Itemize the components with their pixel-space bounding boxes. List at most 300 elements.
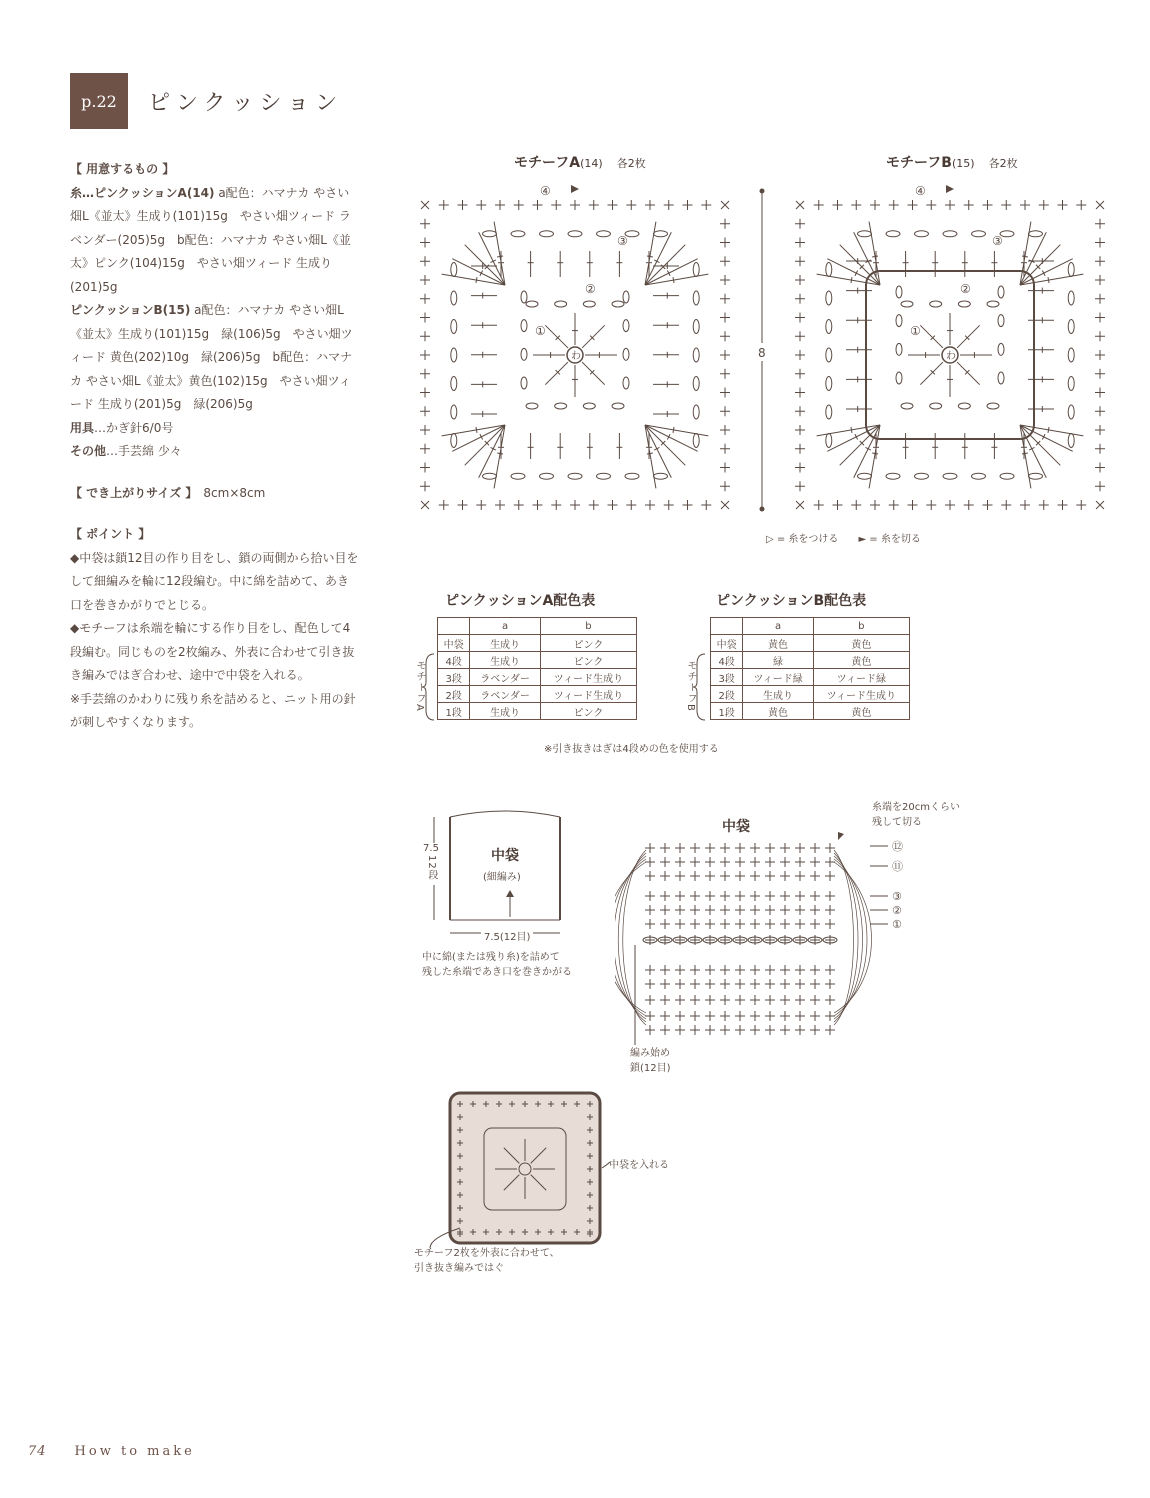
table-cell: ツィード緑 bbox=[743, 669, 813, 686]
sc-stitch bbox=[1095, 313, 1105, 323]
sc-stitch bbox=[795, 905, 805, 915]
chain-stitch bbox=[521, 320, 527, 332]
chain-stitch bbox=[886, 473, 900, 479]
sc-stitch bbox=[795, 1011, 805, 1021]
dc-bar bbox=[476, 277, 477, 283]
sc-stitch bbox=[1095, 369, 1105, 379]
sc-stitch bbox=[735, 965, 745, 975]
chain-stitch bbox=[958, 403, 970, 409]
chain-stitch bbox=[896, 343, 902, 355]
sc-stitch bbox=[476, 500, 486, 510]
table-header-cell: a bbox=[743, 618, 813, 635]
chain-stitch bbox=[901, 301, 913, 307]
sc-stitch bbox=[645, 919, 655, 929]
sc-stitch bbox=[705, 1025, 715, 1035]
sc-stitch bbox=[780, 965, 790, 975]
footer-label: How to make bbox=[74, 1444, 195, 1459]
table-row bbox=[438, 703, 637, 720]
sc-stitch bbox=[810, 919, 820, 929]
round-number: ③ bbox=[617, 234, 628, 248]
sc-stitch bbox=[551, 500, 561, 510]
table-cell: 中袋 bbox=[438, 635, 470, 652]
chain-stitch bbox=[1029, 231, 1043, 237]
chain-stitch bbox=[451, 434, 457, 448]
corner-stitch bbox=[796, 501, 804, 509]
sc-stitch bbox=[1020, 500, 1030, 510]
sc-stitch bbox=[750, 919, 760, 929]
chain-stitch bbox=[1068, 405, 1074, 419]
chain-stitch bbox=[654, 473, 668, 479]
sc-stitch bbox=[720, 1011, 730, 1021]
table-a-side-label: モチーフA bbox=[414, 660, 425, 712]
sc-stitch bbox=[735, 1025, 745, 1035]
sc-stitch bbox=[675, 965, 685, 975]
sc-stitch bbox=[833, 200, 843, 210]
table-cell: 2段 bbox=[711, 686, 743, 703]
dc-stitch bbox=[582, 362, 605, 385]
sc-stitch bbox=[705, 1011, 715, 1021]
sc-stitch bbox=[750, 905, 760, 915]
sc-stitch bbox=[626, 200, 636, 210]
chain-stitch bbox=[483, 231, 497, 237]
dc-stitch bbox=[645, 425, 698, 451]
sc-stitch bbox=[1039, 500, 1049, 510]
symbol-legend bbox=[766, 530, 921, 545]
sc-stitch bbox=[795, 1025, 805, 1035]
sc-stitch bbox=[690, 871, 700, 881]
materials-column bbox=[70, 158, 360, 735]
sc-stitch bbox=[810, 965, 820, 975]
sc-stitch bbox=[814, 500, 824, 510]
sc-stitch bbox=[750, 1025, 760, 1035]
sc-stitch bbox=[660, 979, 670, 989]
sc-stitch bbox=[889, 500, 899, 510]
sc-stitch bbox=[705, 905, 715, 915]
chain-stitch bbox=[451, 377, 457, 391]
corner-stitch bbox=[1096, 201, 1104, 209]
chain-stitch bbox=[998, 343, 1004, 355]
chain-stitch bbox=[521, 291, 527, 303]
chain-stitch bbox=[826, 348, 832, 362]
chain-stitch bbox=[1029, 473, 1043, 479]
sc-stitch bbox=[825, 965, 835, 975]
table-cell: 生成り bbox=[470, 703, 541, 720]
sc-stitch bbox=[795, 891, 805, 901]
chain-stitch bbox=[693, 263, 699, 277]
round-number: ⑪ bbox=[892, 860, 903, 873]
chain-stitch bbox=[826, 377, 832, 391]
chain-stitch bbox=[998, 372, 1004, 384]
round-number: わ bbox=[571, 351, 581, 362]
round-number: わ bbox=[946, 351, 956, 362]
sc-stitch bbox=[675, 1025, 685, 1035]
table-cell: 生成り bbox=[470, 652, 541, 669]
chain-stitch bbox=[972, 473, 986, 479]
round-path bbox=[615, 859, 646, 1016]
sc-stitch bbox=[780, 891, 790, 901]
chain-stitch bbox=[1068, 291, 1074, 305]
chain-stitch bbox=[540, 473, 554, 479]
chain-stitch bbox=[612, 301, 624, 307]
sc-stitch bbox=[675, 871, 685, 881]
sc-stitch bbox=[810, 1011, 820, 1021]
chain-stitch bbox=[526, 403, 538, 409]
chain-stitch bbox=[896, 315, 902, 327]
dc-stitch bbox=[920, 325, 943, 348]
yarn-b-name: ピンクッションB(15) bbox=[70, 303, 191, 317]
sc-stitch bbox=[660, 1025, 670, 1035]
sc-stitch bbox=[750, 995, 760, 1005]
sc-stitch bbox=[645, 891, 655, 901]
sc-stitch bbox=[780, 1025, 790, 1035]
table-cell: 中袋 bbox=[711, 635, 743, 652]
assembly-diagram bbox=[420, 1088, 620, 1258]
round-number: ④ bbox=[540, 184, 551, 198]
inner-bag-note: 中に綿(または残り糸)を詰めて 残した糸端であき口を巻きかがる bbox=[422, 952, 572, 978]
table-cell: 生成り bbox=[470, 635, 541, 652]
sc-stitch bbox=[660, 919, 670, 929]
sc-stitch bbox=[810, 905, 820, 915]
sc-stitch bbox=[1001, 200, 1011, 210]
assembly-join-note: モチーフ2枚を外表に合わせて、 引き抜き編みではぐ bbox=[414, 1248, 560, 1274]
sc-stitch bbox=[645, 857, 655, 867]
sc-stitch bbox=[735, 1011, 745, 1021]
chain-stitch bbox=[623, 320, 629, 332]
dc-stitch bbox=[957, 325, 980, 348]
sc-stitch bbox=[765, 919, 775, 929]
sc-stitch bbox=[533, 500, 543, 510]
sc-stitch bbox=[765, 843, 775, 853]
chain-stitch bbox=[451, 348, 457, 362]
table-cell: 1段 bbox=[711, 703, 743, 720]
sc-stitch bbox=[420, 388, 430, 398]
sc-stitch bbox=[1095, 275, 1105, 285]
dc-stitch bbox=[1020, 259, 1073, 285]
sc-stitch bbox=[1095, 256, 1105, 266]
sc-stitch bbox=[983, 500, 993, 510]
inner-bag-title: 中袋 bbox=[491, 848, 519, 864]
dc-bar bbox=[872, 453, 878, 454]
sc-stitch bbox=[705, 979, 715, 989]
table-b-side-label: モチーフB bbox=[685, 660, 696, 712]
dc-stitch bbox=[1020, 425, 1073, 451]
sc-stitch bbox=[675, 1011, 685, 1021]
yarn-a-name: ピンクッションA(14) bbox=[94, 185, 215, 200]
table-row bbox=[438, 652, 637, 669]
motif-a-chart bbox=[405, 170, 755, 520]
sc-stitch bbox=[645, 905, 655, 915]
sc-stitch bbox=[795, 256, 805, 266]
round-number: ① bbox=[910, 324, 921, 338]
sc-stitch bbox=[795, 388, 805, 398]
chain-stitch bbox=[521, 348, 527, 360]
sc-stitch bbox=[570, 500, 580, 510]
sc-stitch bbox=[750, 891, 760, 901]
sc-stitch bbox=[926, 200, 936, 210]
sc-stitch bbox=[851, 500, 861, 510]
sc-stitch bbox=[645, 965, 655, 975]
chain-stitch bbox=[693, 348, 699, 362]
chain-stitch bbox=[555, 301, 567, 307]
dc-stitch bbox=[452, 425, 505, 451]
chain-stitch bbox=[987, 403, 999, 409]
sc-stitch bbox=[720, 369, 730, 379]
sc-stitch bbox=[1058, 200, 1068, 210]
table-header-cell: b bbox=[813, 618, 909, 635]
sc-stitch bbox=[825, 995, 835, 1005]
sc-stitch bbox=[720, 350, 730, 360]
sc-stitch bbox=[660, 905, 670, 915]
sc-stitch bbox=[750, 979, 760, 989]
table-b-title: ピンクッションB配色表 bbox=[716, 593, 867, 609]
dc-bar bbox=[476, 427, 477, 433]
table-cell: ツィード生成り bbox=[540, 669, 636, 686]
cut-yarn-marker bbox=[571, 185, 579, 193]
bag-stitch-chart bbox=[615, 820, 915, 1050]
sc-stitch bbox=[533, 200, 543, 210]
sc-stitch bbox=[660, 843, 670, 853]
chain-stitch bbox=[826, 405, 832, 419]
table-row bbox=[711, 652, 910, 669]
chain-stitch bbox=[521, 377, 527, 389]
sc-stitch bbox=[589, 200, 599, 210]
dc-bar bbox=[673, 427, 674, 433]
motif-b-chart bbox=[785, 170, 1115, 520]
sc-stitch bbox=[795, 444, 805, 454]
chain-stitch bbox=[943, 231, 957, 237]
sc-stitch bbox=[645, 500, 655, 510]
sc-stitch bbox=[810, 843, 820, 853]
sc-stitch bbox=[690, 979, 700, 989]
sc-stitch bbox=[645, 843, 655, 853]
sc-stitch bbox=[795, 871, 805, 881]
sc-stitch bbox=[589, 500, 599, 510]
chain-stitch bbox=[583, 301, 595, 307]
sc-stitch bbox=[983, 200, 993, 210]
sc-stitch bbox=[645, 1011, 655, 1021]
sc-stitch bbox=[720, 313, 730, 323]
table-row bbox=[711, 669, 910, 686]
sc-stitch bbox=[945, 500, 955, 510]
sc-stitch bbox=[660, 871, 670, 881]
chain-stitch bbox=[451, 405, 457, 419]
chain-stitch bbox=[451, 291, 457, 305]
sc-stitch bbox=[705, 919, 715, 929]
sc-stitch bbox=[720, 256, 730, 266]
size-dimension-line bbox=[750, 185, 780, 515]
sc-stitch bbox=[814, 200, 824, 210]
motif-b-label: モチーフB(15) 各2枚 bbox=[886, 155, 1018, 171]
sc-stitch bbox=[675, 891, 685, 901]
sc-stitch bbox=[701, 500, 711, 510]
chain-stitch bbox=[998, 286, 1004, 298]
sc-stitch bbox=[664, 500, 674, 510]
sc-stitch bbox=[705, 995, 715, 1005]
sc-stitch bbox=[420, 294, 430, 304]
assembly-insert-note: 中袋を入れる bbox=[609, 1160, 669, 1171]
sc-stitch bbox=[810, 891, 820, 901]
sc-stitch bbox=[645, 995, 655, 1005]
sc-stitch bbox=[660, 1011, 670, 1021]
table-cell: ピンク bbox=[540, 703, 636, 720]
sc-stitch bbox=[825, 871, 835, 881]
chain-stitch bbox=[1000, 473, 1014, 479]
sc-stitch bbox=[720, 965, 730, 975]
sc-stitch bbox=[645, 200, 655, 210]
sc-stitch bbox=[765, 857, 775, 867]
chain-stitch bbox=[930, 301, 942, 307]
sc-stitch bbox=[420, 350, 430, 360]
chain-stitch bbox=[693, 405, 699, 419]
table-cell: ツィード生成り bbox=[813, 686, 909, 703]
dc-bar bbox=[647, 256, 653, 257]
corner-stitch bbox=[421, 201, 429, 209]
page-footer bbox=[28, 1444, 195, 1459]
sc-stitch bbox=[795, 843, 805, 853]
table-cell: ピンク bbox=[540, 652, 636, 669]
table-header-cell bbox=[438, 618, 470, 635]
sc-stitch bbox=[810, 871, 820, 881]
sc-stitch bbox=[780, 905, 790, 915]
sc-stitch bbox=[645, 1025, 655, 1035]
sc-stitch bbox=[439, 200, 449, 210]
sc-stitch bbox=[720, 843, 730, 853]
sc-stitch bbox=[825, 1011, 835, 1021]
table-cell: ラベンダー bbox=[470, 686, 541, 703]
sc-stitch bbox=[720, 406, 730, 416]
sc-stitch bbox=[476, 200, 486, 210]
sc-stitch bbox=[420, 463, 430, 473]
chain-stitch bbox=[451, 263, 457, 277]
round-number: ④ bbox=[915, 184, 926, 198]
table-cell: ツィード生成り bbox=[540, 686, 636, 703]
sc-stitch bbox=[675, 919, 685, 929]
dc-stitch bbox=[645, 259, 698, 285]
sc-stitch bbox=[1095, 444, 1105, 454]
table-cell: 黄色 bbox=[813, 635, 909, 652]
round-number: ③ bbox=[992, 234, 1003, 248]
chain-stitch bbox=[1068, 348, 1074, 362]
sc-stitch bbox=[420, 313, 430, 323]
sc-stitch bbox=[608, 500, 618, 510]
sc-stitch bbox=[1058, 500, 1068, 510]
table-cell: 黄色 bbox=[743, 703, 813, 720]
legend-cut: ► = 糸を切る bbox=[858, 534, 921, 545]
sc-stitch bbox=[765, 891, 775, 901]
sc-stitch bbox=[1095, 238, 1105, 248]
sc-stitch bbox=[795, 238, 805, 248]
chain-stitch bbox=[451, 320, 457, 334]
table-row bbox=[438, 686, 637, 703]
round-path bbox=[623, 850, 646, 1025]
table-a-brace bbox=[422, 652, 436, 722]
chain-stitch bbox=[998, 315, 1004, 327]
bag-chart-start-note: 編み始め 鎖(12目) bbox=[630, 1048, 671, 1074]
sc-stitch bbox=[1095, 481, 1105, 491]
chain-stitch bbox=[568, 473, 582, 479]
sc-stitch bbox=[795, 979, 805, 989]
sc-stitch bbox=[795, 463, 805, 473]
sc-stitch bbox=[780, 843, 790, 853]
sc-stitch bbox=[825, 979, 835, 989]
sc-stitch bbox=[750, 1011, 760, 1021]
dc-bar bbox=[673, 277, 674, 283]
sc-stitch bbox=[750, 965, 760, 975]
table-cell: 4段 bbox=[711, 652, 743, 669]
chain-stitch bbox=[597, 231, 611, 237]
sc-stitch bbox=[720, 275, 730, 285]
sc-stitch bbox=[1095, 388, 1105, 398]
sc-stitch bbox=[690, 1011, 700, 1021]
sc-stitch bbox=[765, 1025, 775, 1035]
sc-stitch bbox=[720, 219, 730, 229]
chain-stitch bbox=[972, 231, 986, 237]
sc-stitch bbox=[765, 905, 775, 915]
chain-stitch bbox=[625, 473, 639, 479]
sc-stitch bbox=[626, 500, 636, 510]
sc-stitch bbox=[458, 200, 468, 210]
sc-stitch bbox=[750, 857, 760, 867]
chain-stitch bbox=[915, 473, 929, 479]
yarn-a-text: 糸…ピンクッションA(14) a配色：ハマナカ やさい畑L《並太》生成り(101)15g やさい畑ツィード ラベンダー(205)5g b配色：ハマナカ やさい畑L《並太》ピンク(104)15g やさい畑ツィード 生成り(201)5g bbox=[70, 185, 351, 294]
table-cell: 2段 bbox=[438, 686, 470, 703]
size-dimension-label: 8 bbox=[758, 346, 766, 360]
chain-stitch bbox=[623, 377, 629, 389]
chain-stitch bbox=[987, 301, 999, 307]
sc-stitch bbox=[810, 979, 820, 989]
chain-stitch bbox=[896, 286, 902, 298]
sc-stitch bbox=[1095, 406, 1105, 416]
sc-stitch bbox=[964, 200, 974, 210]
sc-stitch bbox=[514, 200, 524, 210]
sc-stitch bbox=[780, 995, 790, 1005]
corner-stitch bbox=[721, 201, 729, 209]
chain-stitch bbox=[896, 372, 902, 384]
sc-stitch bbox=[1095, 350, 1105, 360]
sc-stitch bbox=[765, 995, 775, 1005]
table-cell: ツィード緑 bbox=[813, 669, 909, 686]
sc-stitch bbox=[690, 965, 700, 975]
sc-stitch bbox=[720, 995, 730, 1005]
sc-stitch bbox=[765, 871, 775, 881]
chain-stitch bbox=[693, 291, 699, 305]
sc-stitch bbox=[420, 406, 430, 416]
sc-stitch bbox=[720, 905, 730, 915]
round-path bbox=[834, 853, 858, 1022]
table-cell: ピンク bbox=[540, 635, 636, 652]
sc-stitch bbox=[439, 500, 449, 510]
chain-stitch bbox=[693, 320, 699, 334]
inner-bag-width: 7.5(12目) bbox=[481, 928, 533, 943]
dc-stitch bbox=[452, 259, 505, 285]
sc-stitch bbox=[570, 200, 580, 210]
chain-stitch bbox=[826, 434, 832, 448]
chain-stitch bbox=[1068, 377, 1074, 391]
sc-stitch bbox=[795, 331, 805, 341]
sc-stitch bbox=[750, 871, 760, 881]
sc-stitch bbox=[780, 857, 790, 867]
other-line: その他…手芸綿 少々 bbox=[70, 444, 182, 458]
chain-stitch bbox=[654, 231, 668, 237]
sc-stitch bbox=[420, 238, 430, 248]
table-cell: 1段 bbox=[438, 703, 470, 720]
dc-bar bbox=[1048, 427, 1049, 433]
sc-stitch bbox=[705, 871, 715, 881]
sc-stitch bbox=[705, 843, 715, 853]
dc-bar bbox=[851, 427, 852, 433]
chain-stitch bbox=[511, 473, 525, 479]
sc-stitch bbox=[908, 500, 918, 510]
